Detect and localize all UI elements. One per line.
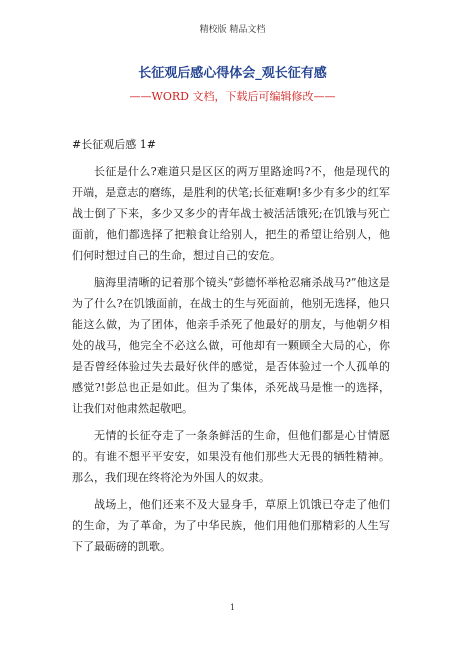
- page-number: 1: [229, 603, 236, 612]
- document-subtitle: ——WORD 文档，下载后可编辑修改——: [129, 90, 336, 103]
- section-heading: #长征观后感 1#: [72, 138, 156, 151]
- paragraph: 战场上，他们还来不及大显身手，草原上饥饿已夺走了他们的生命，为了革命，为了中华民族，他们用他们那精彩的人生写下了最砺磅的凯歌。: [72, 498, 390, 553]
- paragraph: 无情的长征夺走了一条条鲜活的生命，但他们都是心甘情愿的。有谁不想平平安安，如果没有他们那些大无畏的牺牲精神。那么，我们现在终将沦为外国人的奴隶。: [72, 429, 390, 484]
- paragraph: 长征是什么?难道只是区区的两万里路途吗?不，他是现代的开端，是意志的磨练，是胜利的伏笔;长征难啊!多少有多少的红军战士倒了下来，多少又多少的青年战士被活活饿死;在饥饿与死亡面前，他们都选择了把粮食让给别人，把生的希望让给别人，他们何时想过自己的生命，想过自己的安危。: [72, 165, 390, 262]
- document-title: 长征观后感心得体会_观长征有感: [138, 66, 327, 81]
- body-text: [72, 134, 390, 563]
- paragraph: 脑海里清晰的记着那个镜头“彭德怀举枪忍痛杀战马?”他这是为了什么?在饥饿面前，在战士的生与死面前，他别无选择，他只能这么做，为了团体，他亲手杀死了他最好的朋友，与他朝夕相处的战马，他完全不必这么做，可他却有一颗顾全大局的心，你是否曾经体验过失去最好伙伴的感觉，是否体验过一个人孤单的感觉?!彭总也正是如此。但为了集体，杀死战马是惟一的选择，让我们对他肃然起敬吧。: [72, 276, 390, 415]
- header-note: 精校版 精品文档: [199, 25, 266, 35]
